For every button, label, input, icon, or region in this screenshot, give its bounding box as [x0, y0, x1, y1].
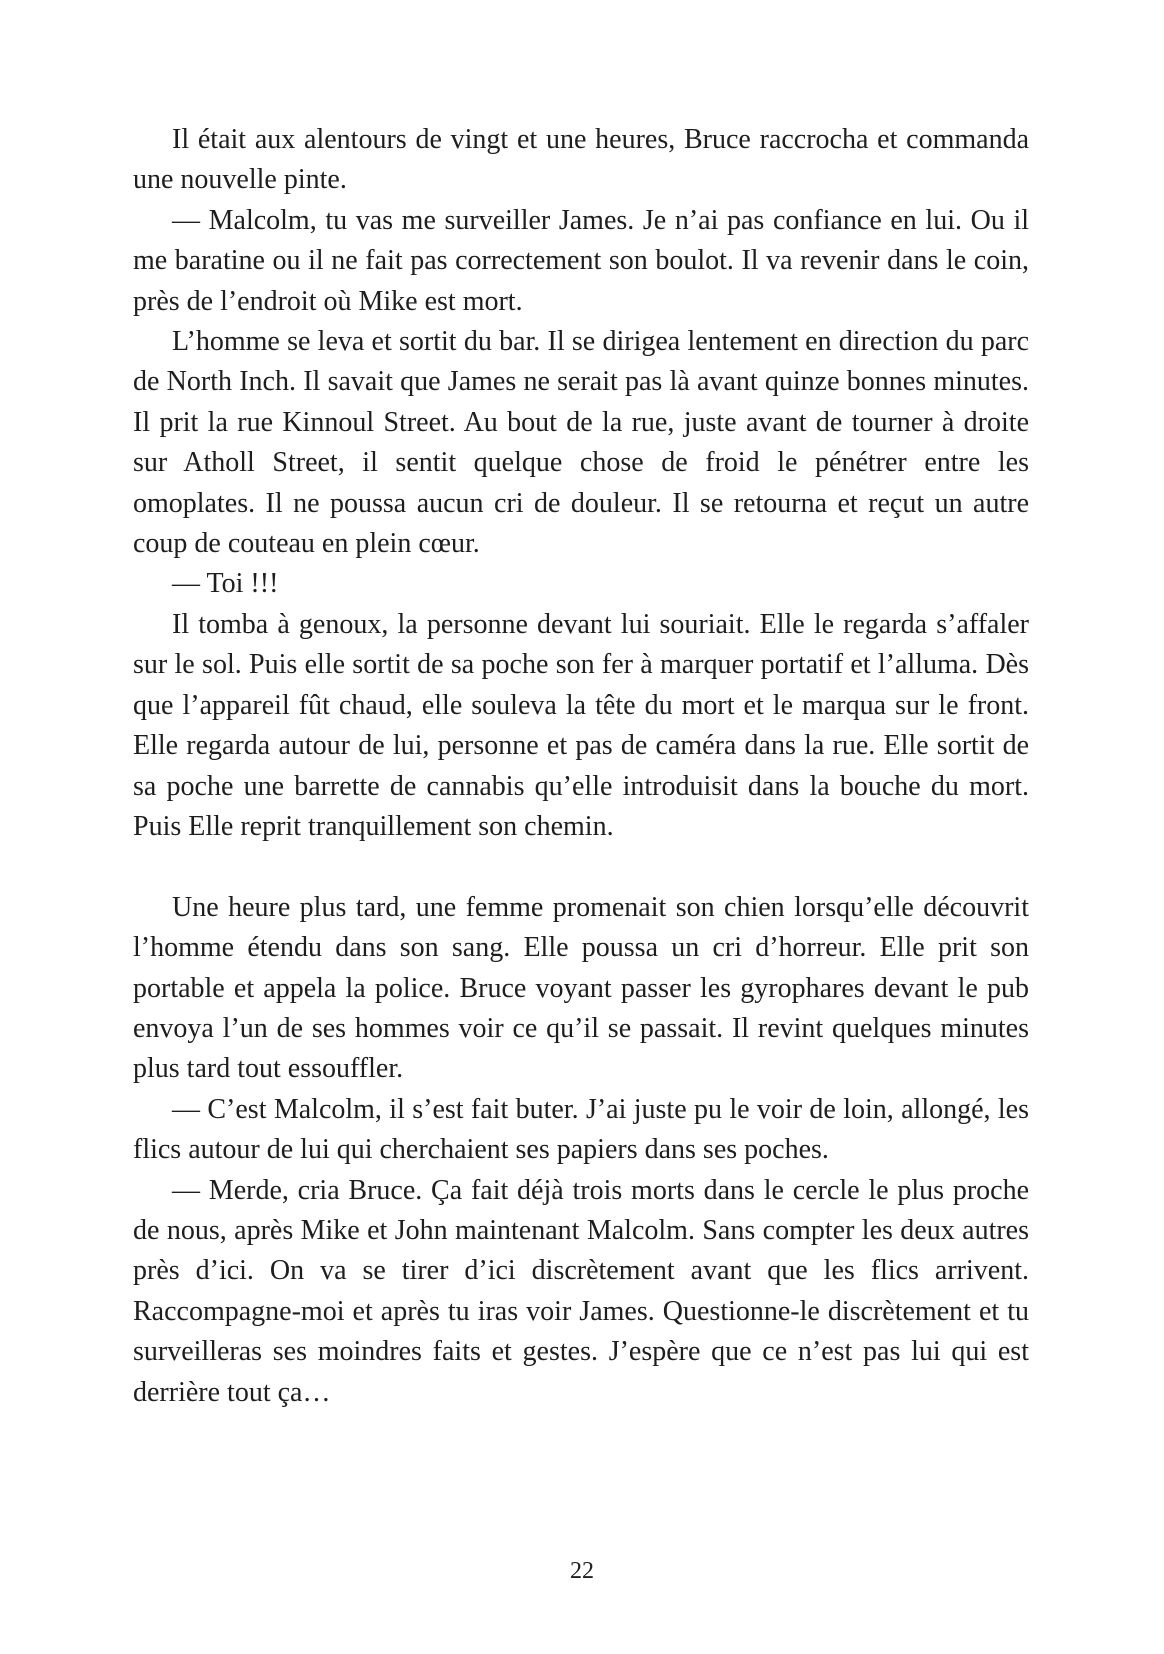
- paragraph: — C’est Malcolm, il s’est fait buter. J’ai juste pu le voir de loin, allongé, les flics autour de lui qui cherchaient ses papiers dans ses poches.: [133, 1093, 1029, 1166]
- page-number: 22: [570, 1558, 594, 1584]
- paragraph: Il était aux alentours de vingt et une heures, Bruce raccrocha et commanda une nouvelle pinte.: [133, 124, 1029, 196]
- page-body-text: [133, 120, 1029, 1413]
- section-break: [133, 847, 1029, 887]
- paragraph: — Merde, cria Bruce. Ça fait déjà trois morts dans le cercle le plus proche de nous, après Mike et John maintenant Malcolm. Sans compter les deux autres près d’ici. On va se tirer d’ici discrètement avant que les flics arrivent. Raccompagne-moi et après tu iras voir James. Questionne-le discrètement et tu surveilleras ses moindres faits et gestes. J’espère que ce n’est pas lui qui est derrière tout ça…: [133, 1174, 1029, 1408]
- paragraph: Il tomba à genoux, la personne devant lui souriait. Elle le regarda s’affaler sur le sol. Puis elle sortit de sa poche son fer à marquer portatif et l’alluma. Dès que l’appareil fût chaud, elle souleva la tête du mort et le marqua sur le front. Elle regarda autour de lui, personne et pas de caméra dans la rue. Elle sortit de sa poche une barrette de cannabis qu’elle introduisit dans la bouche du mort. Puis Elle reprit tranquillement son chemin.: [133, 608, 1029, 842]
- paragraph: L’homme se leva et sortit du bar. Il se dirigea lentement en direction du parc de North Inch. Il savait que James ne serait pas là avant quinze bonnes minutes. Il prit la rue Kinnoul Street. Au bout de la rue, juste avant de tourner à droite sur Atholl Street, il sentit quelque chose de froid le pénétrer entre les omoplates. Il ne poussa aucun cri de douleur. Il se retourna et reçut un autre coup de couteau en plein cœur.: [133, 326, 1029, 560]
- paragraph: — Malcolm, tu vas me surveiller James. Je n’ai pas confiance en lui. Ou il me baratine ou il ne fait pas correctement son boulot. Il va revenir dans le coin, près de l’endroit où Mike est mort.: [133, 204, 1029, 317]
- paragraph: — Toi !!!: [172, 568, 279, 600]
- paragraph: Une heure plus tard, une femme promenait son chien lorsqu’elle découvrit l’homme étendu dans son sang. Elle poussa un cri d’horreur. Elle prit son portable et appela la police. Bruce voyant passer les gyrophares devant le pub envoya l’un de ses hommes voir ce qu’il se passait. Il revint quelques minutes plus tard tout essouffler.: [133, 891, 1029, 1085]
